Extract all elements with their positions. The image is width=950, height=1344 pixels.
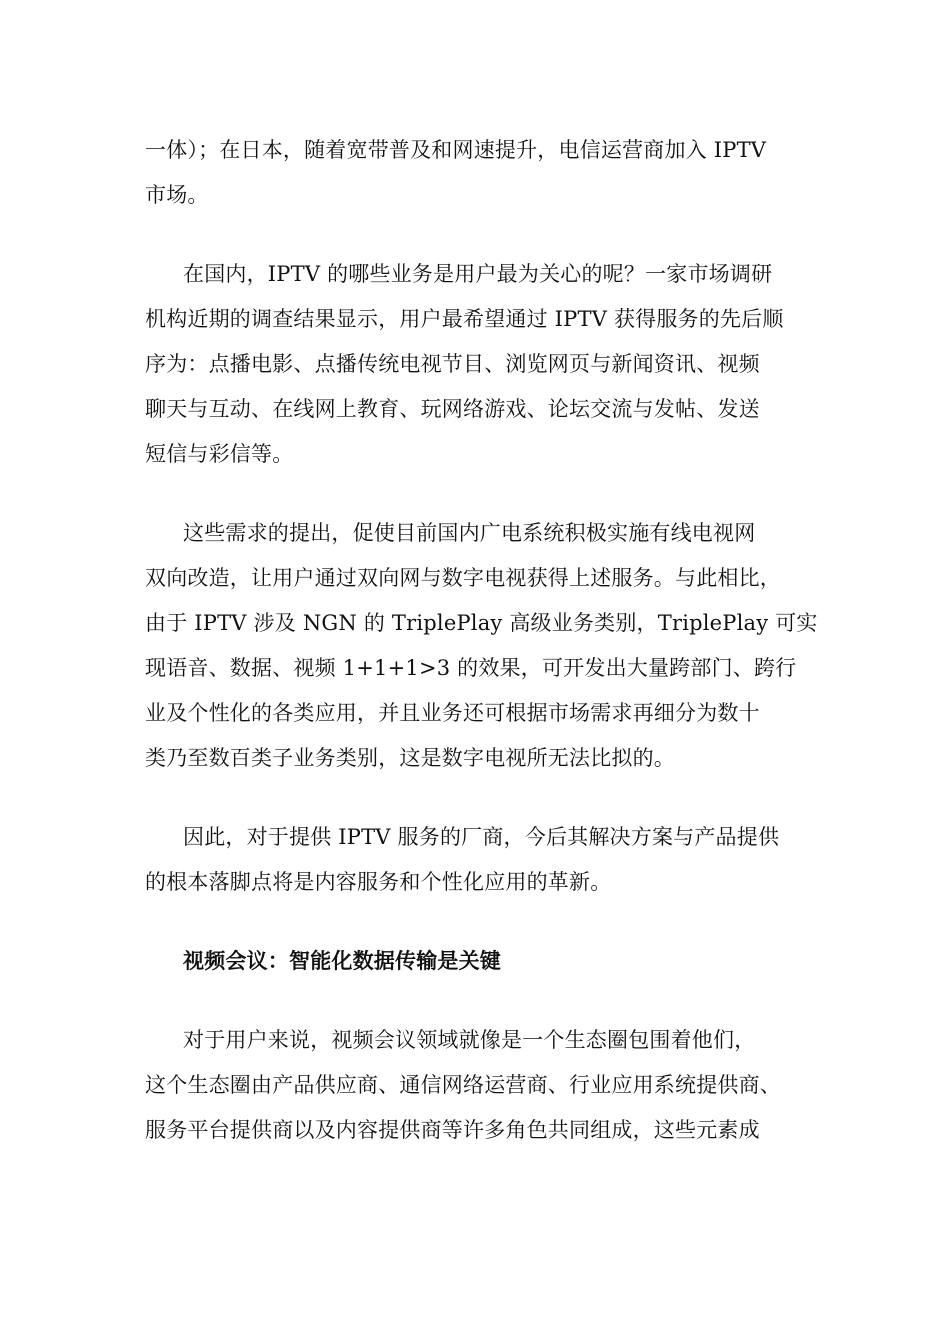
text-line: 这些需求的提出，促使目前国内广电系统积极实施有线电视网 <box>183 521 756 545</box>
text-line: 服务平台提供商以及内容提供商等许多角色共同组成，这些元素成 <box>145 1118 760 1142</box>
text-line: 由于 IPTV 涉及 NGN 的 TriplePlay 高级业务类别，TriplePlay 可实 <box>145 611 818 635</box>
text-line: 因此，对于提供 IPTV 服务的厂商，今后其解决方案与产品提供 <box>183 825 780 849</box>
paragraph <box>145 252 810 477</box>
paragraph <box>145 1018 810 1153</box>
text-line: 业及个性化的各类应用，并且业务还可根据市场需求再细分为数十 <box>145 701 760 725</box>
text-line: 序为：点播电影、点播传统电视节目、浏览网页与新闻资讯、视频 <box>145 352 760 376</box>
text-line: 短信与彩信等。 <box>145 442 294 466</box>
section-heading-block <box>145 939 810 984</box>
text-line: 一体）；在日本，随着宽带普及和网速提升，电信运营商加入 IPTV <box>145 138 767 162</box>
section-heading: 视频会议：智能化数据传输是关键 <box>183 949 501 973</box>
paragraph <box>145 815 810 905</box>
text-line: 双向改造，让用户通过双向网与数字电视获得上述服务。与此相比， <box>145 566 781 590</box>
text-line: 聊天与互动、在线网上教育、玩网络游戏、论坛交流与发帖、发送 <box>145 397 760 421</box>
paragraph <box>145 128 810 218</box>
text-line: 市场。 <box>145 183 209 207</box>
text-line: 在国内，IPTV 的哪些业务是用户最为关心的呢？一家市场调研 <box>183 262 773 286</box>
text-line: 类乃至数百类子业务类别，这是数字电视所无法比拟的。 <box>145 746 675 770</box>
paragraph <box>145 511 818 781</box>
text-line: 现语音、数据、视频 1+1+1>3 的效果，可开发出大量跨部门、跨行 <box>145 656 797 680</box>
text-line: 机构近期的调查结果显示，用户最希望通过 IPTV 获得服务的先后顺 <box>145 307 784 331</box>
text-line: 这个生态圈由产品供应商、通信网络运营商、行业应用系统提供商、 <box>145 1073 781 1097</box>
text-line: 的根本落脚点将是内容服务和个性化应用的革新。 <box>145 870 612 894</box>
document-body <box>145 128 818 1153</box>
text-line: 对于用户来说，视频会议领域就像是一个生态圈包围着他们， <box>183 1028 756 1052</box>
